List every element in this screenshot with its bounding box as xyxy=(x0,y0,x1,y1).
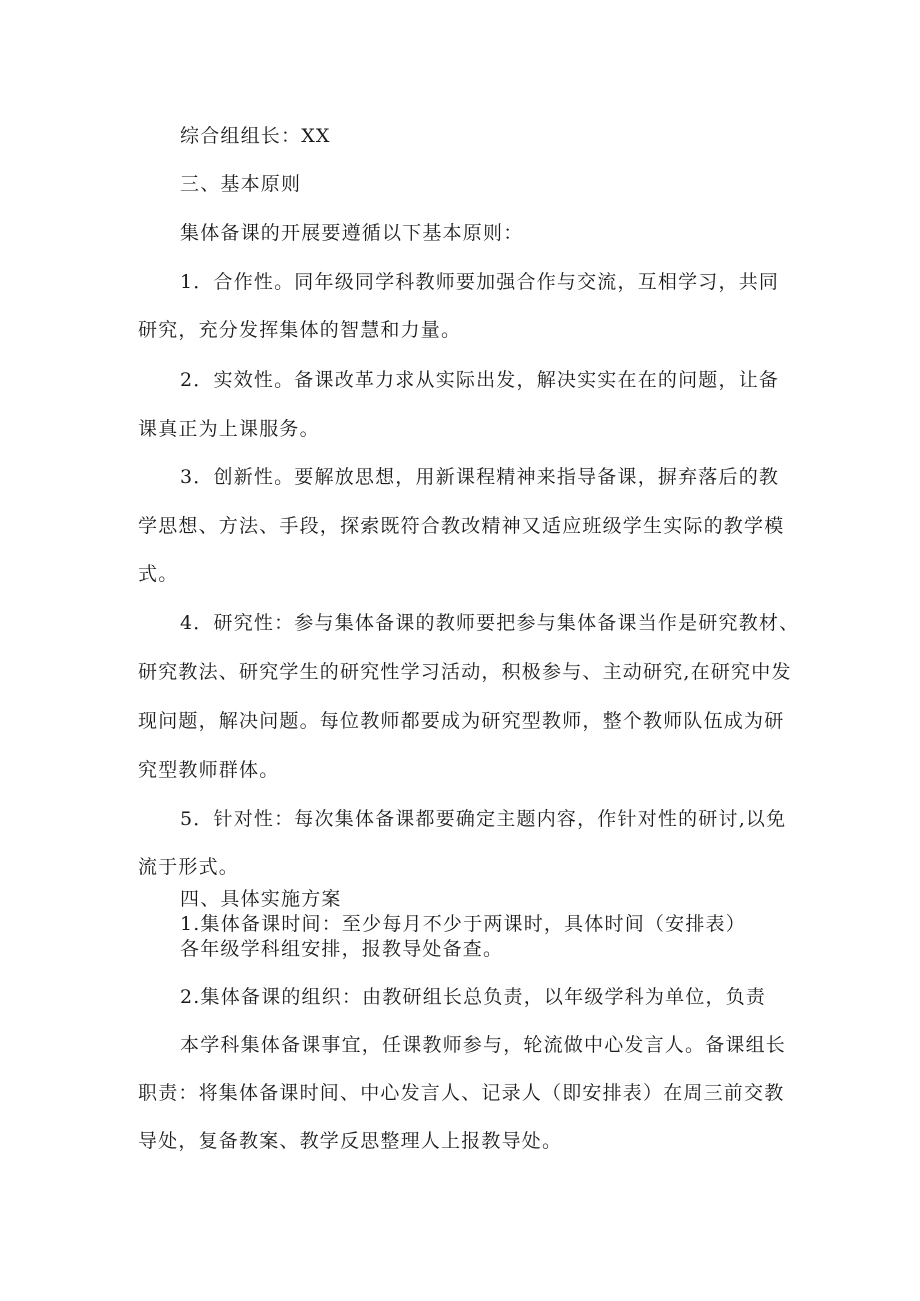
text-line: 职责：将集体备课时间、中心发言人、记录人（即安排表）在周三前交教 xyxy=(138,1082,785,1104)
text-line: 课真正为上课服务。 xyxy=(138,418,320,440)
list-item-line: 2.集体备课的组织：由教研组长总负责，以年级学科为单位，负责 xyxy=(180,986,767,1008)
list-item-line: 4．研究性：参与集体备课的教师要把参与集体备课当作是研究教材、 xyxy=(180,612,800,634)
list-item-line: 1.集体备课时间：至少每月不少于两课时，具体时间（安排表） xyxy=(180,913,746,935)
text-line: 流于形式。 xyxy=(138,856,240,878)
text-line: 本学科集体备课事宜，任课教师参与，轮流做中心发言人。备课组长 xyxy=(180,1034,787,1056)
text-line: 学思想、方法、手段，探索既符合教改精神又适应班级学生实际的教学模 xyxy=(138,515,785,537)
text-line: 导处，复备教案、教学反思整理人上报教导处。 xyxy=(138,1130,563,1152)
text-line: 研究，充分发挥集体的智慧和力量。 xyxy=(138,319,462,341)
list-item-line: 5．针对性：每次集体备课都要确定主题内容，作针对性的研讨,以免 xyxy=(180,808,787,830)
text-line: 研究教法、研究学生的研究性学习活动，积极参与、主动研究,在研究中发 xyxy=(138,661,792,683)
list-item-line: 3．创新性。要解放思想，用新课程精神来指导备课，摒弃落后的教 xyxy=(180,466,780,488)
text-line: 究型教师群体。 xyxy=(138,759,280,781)
text-line: 式。 xyxy=(138,563,179,585)
list-item-line: 1．合作性。同年级同学科教师要加强合作与交流，互相学习，共同 xyxy=(180,271,780,293)
text-line: 各年级学科组安排，报教导处备查。 xyxy=(180,938,504,960)
list-item-line: 2．实效性。备课改革力求从实际出发，解决实实在在的问题，让备 xyxy=(180,369,780,391)
text-line: 集体备课的开展要遵循以下基本原则： xyxy=(180,222,524,244)
section-heading: 三、基本原则 xyxy=(180,173,302,195)
text-line: 现问题，解决问题。每位教师都要成为研究型教师，整个教师队伍成为研 xyxy=(138,710,785,732)
text-line: 综合组组长：XX xyxy=(180,125,331,147)
section-heading: 四、具体实施方案 xyxy=(180,888,342,910)
